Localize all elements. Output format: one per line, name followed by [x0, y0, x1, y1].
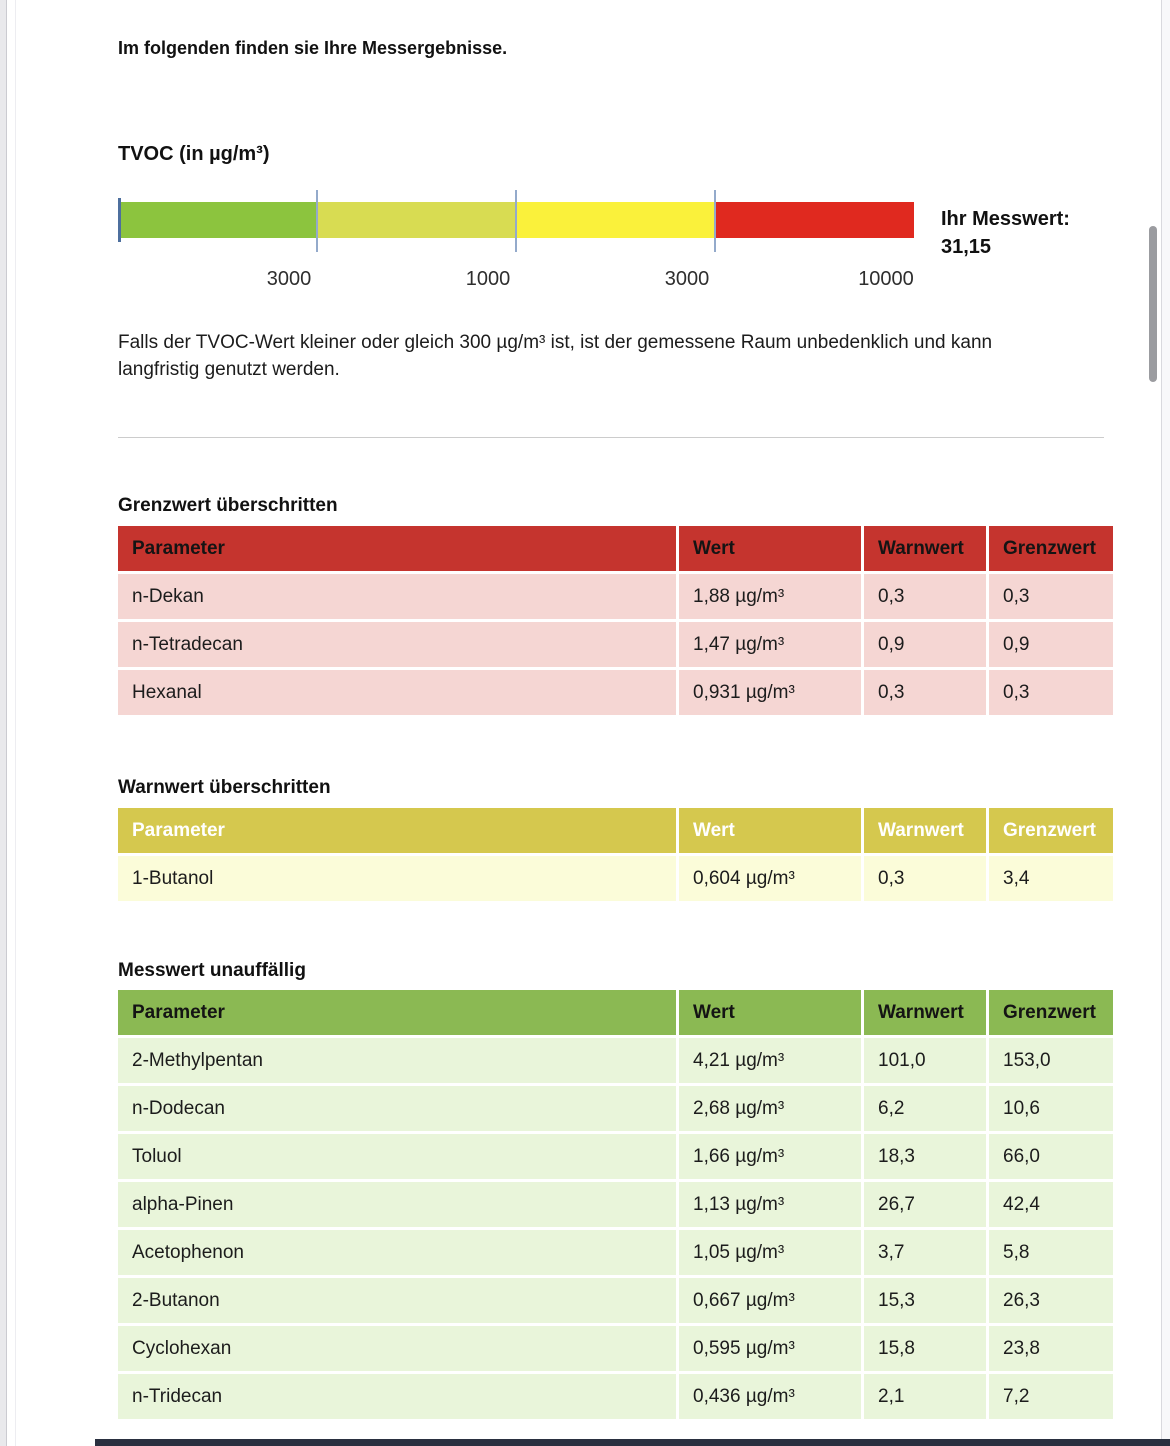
table-grenzwert-ueberschritten — [118, 526, 1104, 718]
value-cell: 7,2 — [989, 1374, 1113, 1419]
table-row — [118, 1038, 1104, 1083]
parameter-cell: n-Tetradecan — [118, 622, 676, 667]
value-cell: 1,88 µg/m³ — [679, 574, 861, 619]
column-header-grenzwert: Grenzwert — [989, 808, 1113, 853]
table-row — [118, 1374, 1104, 1419]
value-cell: 15,3 — [864, 1278, 986, 1323]
value-cell: 0,931 µg/m³ — [679, 670, 861, 715]
value-cell: 0,604 µg/m³ — [679, 856, 861, 901]
gauge-scale-label: 1000 — [465, 268, 511, 290]
value-cell: 1,05 µg/m³ — [679, 1230, 861, 1275]
value-cell: 66,0 — [989, 1134, 1113, 1179]
table-row — [118, 1230, 1104, 1275]
value-cell: 1,66 µg/m³ — [679, 1134, 861, 1179]
measured-value-block — [941, 205, 1070, 261]
column-header-parameter: Parameter — [118, 526, 676, 571]
parameter-cell: 1-Butanol — [118, 856, 676, 901]
value-cell: 1,13 µg/m³ — [679, 1182, 861, 1227]
section-heading-unauffaellig: Messwert unauffällig — [118, 960, 306, 981]
column-header-warnwert: Warnwert — [864, 990, 986, 1035]
value-cell: 1,47 µg/m³ — [679, 622, 861, 667]
parameter-cell: Toluol — [118, 1134, 676, 1179]
column-header-grenzwert: Grenzwert — [989, 990, 1113, 1035]
value-cell: 0,3 — [989, 670, 1113, 715]
gauge-segment-3 — [715, 202, 914, 238]
value-cell: 2,1 — [864, 1374, 986, 1419]
table-row — [118, 1278, 1104, 1323]
value-cell: 6,2 — [864, 1086, 986, 1131]
next-section-edge — [95, 1439, 1170, 1446]
gauge-scale-label: 3000 — [664, 268, 710, 290]
gauge-tick — [515, 190, 517, 252]
gauge-segment-2 — [516, 202, 715, 238]
value-cell: 153,0 — [989, 1038, 1113, 1083]
measured-value-label: Ihr Messwert: — [941, 208, 1070, 230]
value-cell: 5,8 — [989, 1230, 1113, 1275]
value-cell: 3,7 — [864, 1230, 986, 1275]
value-cell: 0,3 — [989, 574, 1113, 619]
column-header-warnwert: Warnwert — [864, 808, 986, 853]
table-row — [118, 856, 1104, 901]
value-cell: 26,7 — [864, 1182, 986, 1227]
tvoc-title: TVOC (in µg/m³) — [118, 143, 270, 165]
value-cell: 0,3 — [864, 574, 986, 619]
value-cell: 0,3 — [864, 670, 986, 715]
parameter-cell: alpha-Pinen — [118, 1182, 676, 1227]
value-cell: 0,667 µg/m³ — [679, 1278, 861, 1323]
scrollbar-thumb[interactable] — [1149, 226, 1157, 382]
table-header-row — [118, 990, 1104, 1035]
table-warnwert-ueberschritten — [118, 808, 1104, 904]
table-messwert-unauffaellig — [118, 990, 1104, 1422]
measured-value: 31,15 — [941, 236, 992, 258]
gauge-tick — [316, 190, 318, 252]
value-cell: 2,68 µg/m³ — [679, 1086, 861, 1131]
table-header-row — [118, 808, 1104, 853]
value-cell: 23,8 — [989, 1326, 1113, 1371]
gauge-scale-label: 10000 — [858, 268, 914, 290]
parameter-cell: Cyclohexan — [118, 1326, 676, 1371]
table-row — [118, 670, 1104, 715]
table-row — [118, 1086, 1104, 1131]
parameter-cell: Hexanal — [118, 670, 676, 715]
intro-text: Im folgenden finden sie Ihre Messergebnisse. — [118, 38, 508, 58]
column-header-warnwert: Warnwert — [864, 526, 986, 571]
value-cell: 10,6 — [989, 1086, 1113, 1131]
value-cell: 18,3 — [864, 1134, 986, 1179]
value-cell: 26,3 — [989, 1278, 1113, 1323]
value-cell: 101,0 — [864, 1038, 986, 1083]
page-left-gutter — [0, 0, 7, 1446]
section-divider — [118, 437, 1104, 438]
parameter-cell: Acetophenon — [118, 1230, 676, 1275]
parameter-cell: n-Tridecan — [118, 1374, 676, 1419]
scrollbar-track[interactable] — [1162, 0, 1170, 1446]
gauge-tick — [714, 190, 716, 252]
column-header-parameter: Parameter — [118, 990, 676, 1035]
column-header-wert: Wert — [679, 526, 861, 571]
value-cell: 0,9 — [989, 622, 1113, 667]
table-row — [118, 1326, 1104, 1371]
value-cell: 4,21 µg/m³ — [679, 1038, 861, 1083]
value-cell: 3,4 — [989, 856, 1113, 901]
table-row — [118, 574, 1104, 619]
parameter-cell: 2-Methylpentan — [118, 1038, 676, 1083]
gauge-segment-0 — [118, 202, 317, 238]
value-cell: 0,3 — [864, 856, 986, 901]
column-header-wert: Wert — [679, 808, 861, 853]
column-header-wert: Wert — [679, 990, 861, 1035]
tvoc-note: Falls der TVOC-Wert kleiner oder gleich 300 µg/m³ ist, ist der gemessene Raum unbedenklich und kann langfristig genutzt werden. — [118, 332, 993, 380]
gauge-segment-1 — [317, 202, 516, 238]
gauge-scale-label: 3000 — [266, 268, 312, 290]
value-cell: 0,9 — [864, 622, 986, 667]
section-heading-warnwert: Warnwert überschritten — [118, 777, 331, 798]
page-left-divider — [15, 0, 16, 1446]
parameter-cell: n-Dekan — [118, 574, 676, 619]
table-row — [118, 1134, 1104, 1179]
measured-value-marker — [118, 198, 121, 242]
value-cell: 0,436 µg/m³ — [679, 1374, 861, 1419]
column-header-grenzwert: Grenzwert — [989, 526, 1113, 571]
table-row — [118, 622, 1104, 667]
value-cell: 42,4 — [989, 1182, 1113, 1227]
parameter-cell: n-Dodecan — [118, 1086, 676, 1131]
section-heading-grenzwert: Grenzwert überschritten — [118, 495, 338, 516]
table-header-row — [118, 526, 1104, 571]
table-row — [118, 1182, 1104, 1227]
value-cell: 15,8 — [864, 1326, 986, 1371]
value-cell: 0,595 µg/m³ — [679, 1326, 861, 1371]
column-header-parameter: Parameter — [118, 808, 676, 853]
parameter-cell: 2-Butanon — [118, 1278, 676, 1323]
